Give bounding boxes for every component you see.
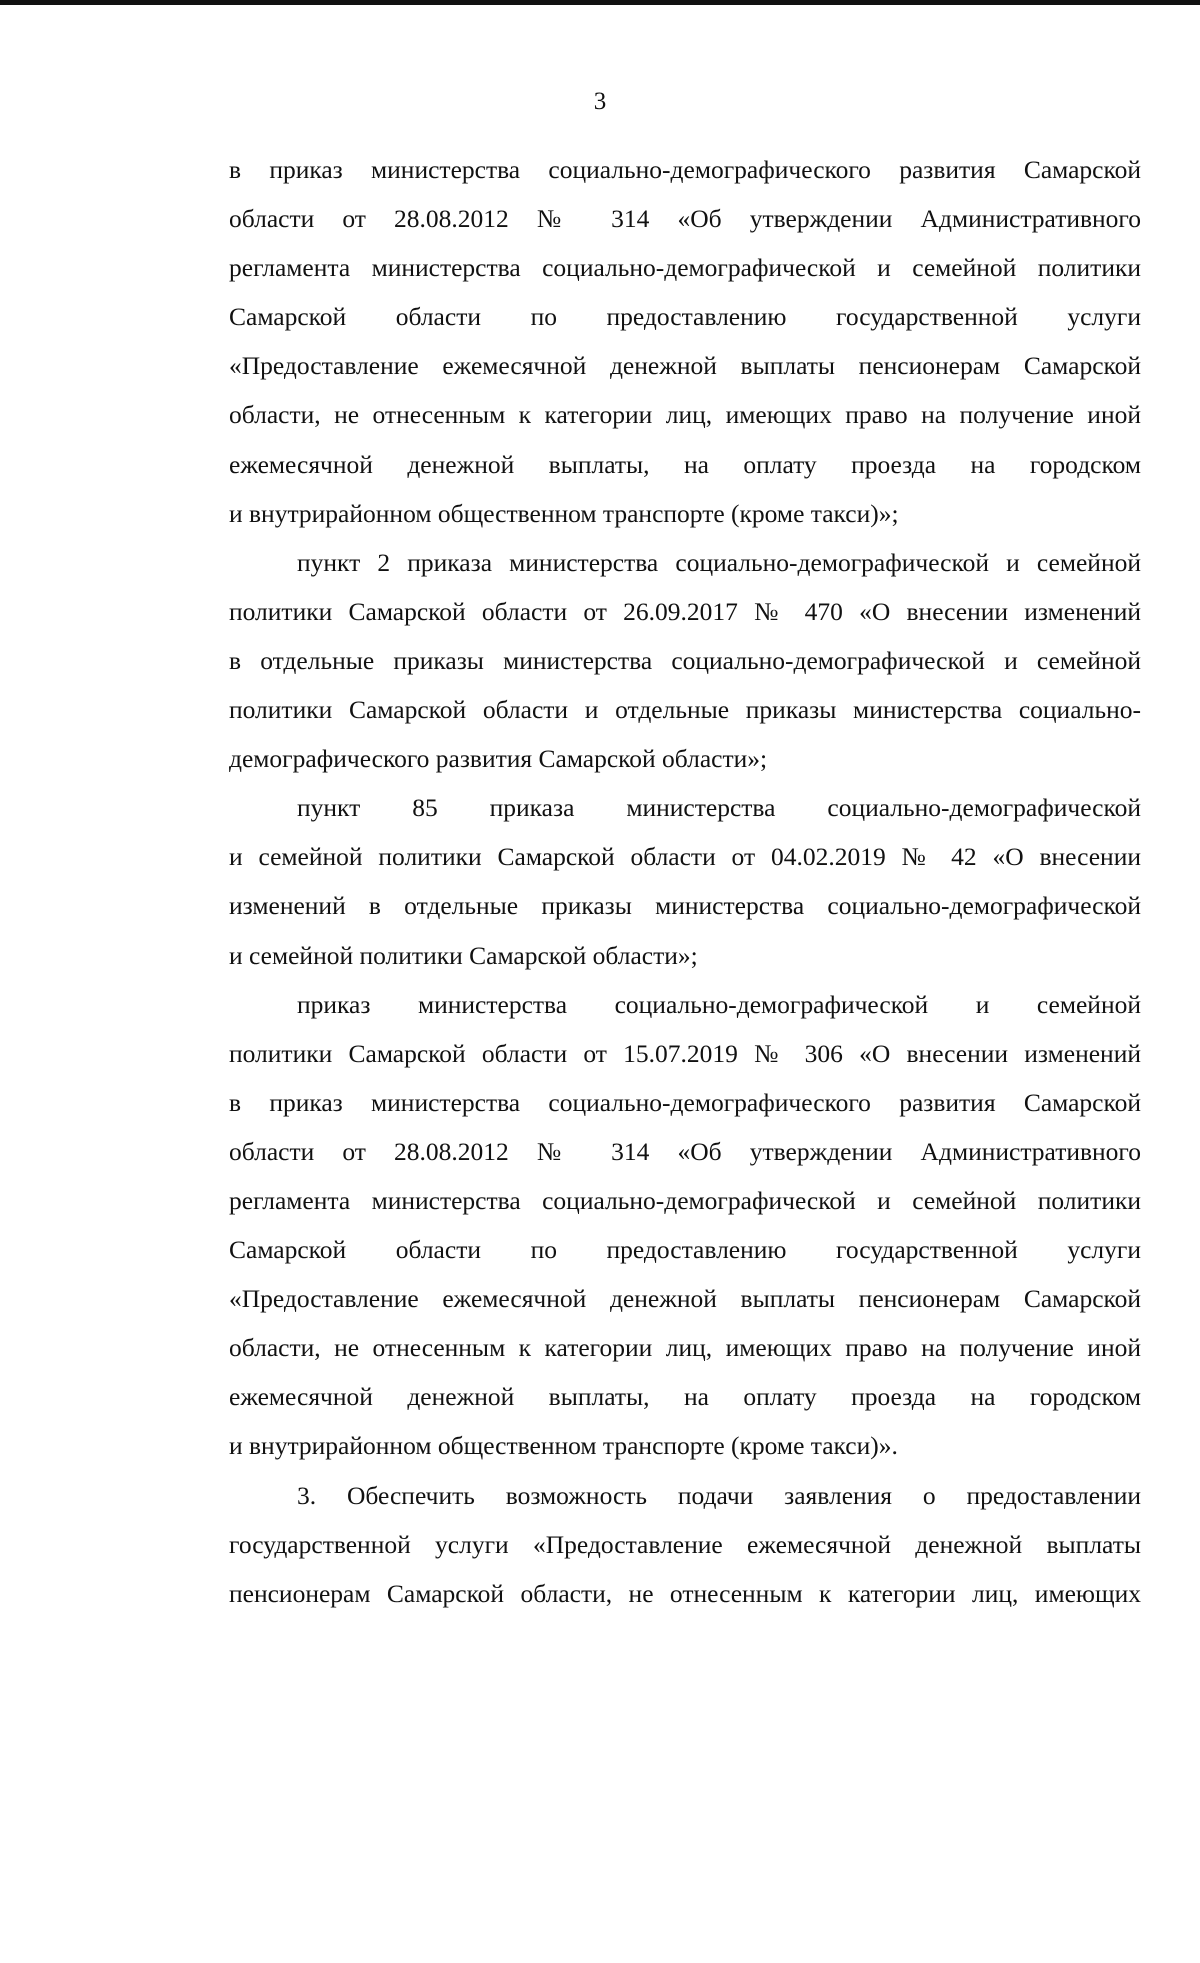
text-line: регламента министерства социально-демографической и семейной политики bbox=[229, 1185, 1141, 1215]
scan-border bbox=[0, 0, 1200, 5]
text-line: изменений в отдельные приказы министерства социально-демографической bbox=[229, 891, 1141, 921]
text-line: политики Самарской области и отдельные приказы министерства социально- bbox=[229, 695, 1141, 725]
text-line: области от 28.08.2012 № 314 «Об утверждении Административного bbox=[229, 204, 1141, 234]
text-line: Самарской области по предоставлению государственной услуги bbox=[229, 302, 1141, 332]
text-line: приказ министерства социально-демографической и семейной bbox=[297, 989, 1141, 1019]
text-line: демографического развития Самарской области»; bbox=[229, 744, 768, 774]
text-line: «Предоставление ежемесячной денежной выплаты пенсионерам Самарской bbox=[229, 351, 1141, 381]
text-line: и внутрирайонном общественном транспорте (кроме такси)»; bbox=[229, 498, 899, 528]
text-line: ежемесячной денежной выплаты, на оплату проезда на городском bbox=[229, 1382, 1141, 1412]
text-line: политики Самарской области от 26.09.2017 № 470 «О внесении изменений bbox=[229, 596, 1141, 626]
text-line: «Предоставление ежемесячной денежной выплаты пенсионерам Самарской bbox=[229, 1284, 1141, 1314]
text-line: и семейной политики Самарской области»; bbox=[229, 940, 698, 970]
text-line: области, не отнесенным к категории лиц, имеющих право на получение иной bbox=[229, 1333, 1141, 1363]
text-line: и семейной политики Самарской области от 04.02.2019 № 42 «О внесении bbox=[229, 842, 1141, 872]
paragraph bbox=[229, 788, 1141, 984]
text-line: пункт 2 приказа министерства социально-демографической и семейной bbox=[297, 547, 1141, 577]
text-line: области от 28.08.2012 № 314 «Об утверждении Административного bbox=[229, 1136, 1141, 1166]
text-line: ежемесячной денежной выплаты, на оплату проезда на городском bbox=[229, 449, 1141, 479]
text-line: области, не отнесенным к категории лиц, имеющих право на получение иной bbox=[229, 400, 1141, 430]
text-line: государственной услуги «Предоставление ежемесячной денежной выплаты bbox=[229, 1529, 1141, 1559]
text-line: и внутрирайонном общественном транспорте (кроме такси)». bbox=[229, 1431, 898, 1461]
text-line: в приказ министерства социально-демографического развития Самарской bbox=[229, 155, 1141, 184]
paragraph bbox=[229, 150, 1141, 543]
text-line: в отдельные приказы министерства социально-демографической и семейной bbox=[229, 645, 1141, 675]
text-line: пункт 85 приказа министерства социально-демографической bbox=[297, 793, 1141, 823]
text-line: 3. Обеспечить возможность подачи заявления о предоставлении bbox=[297, 1480, 1141, 1510]
document-body bbox=[229, 150, 1141, 1623]
page-number: 3 bbox=[593, 88, 607, 115]
text-line: политики Самарской области от 15.07.2019 № 306 «О внесении изменений bbox=[229, 1038, 1141, 1068]
text-line: Самарской области по предоставлению государственной услуги bbox=[229, 1235, 1141, 1265]
text-line: регламента министерства социально-демографической и семейной политики bbox=[229, 253, 1141, 283]
paragraph bbox=[229, 543, 1141, 788]
paragraph bbox=[229, 985, 1141, 1476]
text-line: пенсионерам Самарской области, не отнесенным к категории лиц, имеющих bbox=[229, 1578, 1141, 1608]
text-line: в приказ министерства социально-демографического развития Самарской bbox=[229, 1087, 1141, 1117]
paragraph bbox=[229, 1476, 1141, 1623]
